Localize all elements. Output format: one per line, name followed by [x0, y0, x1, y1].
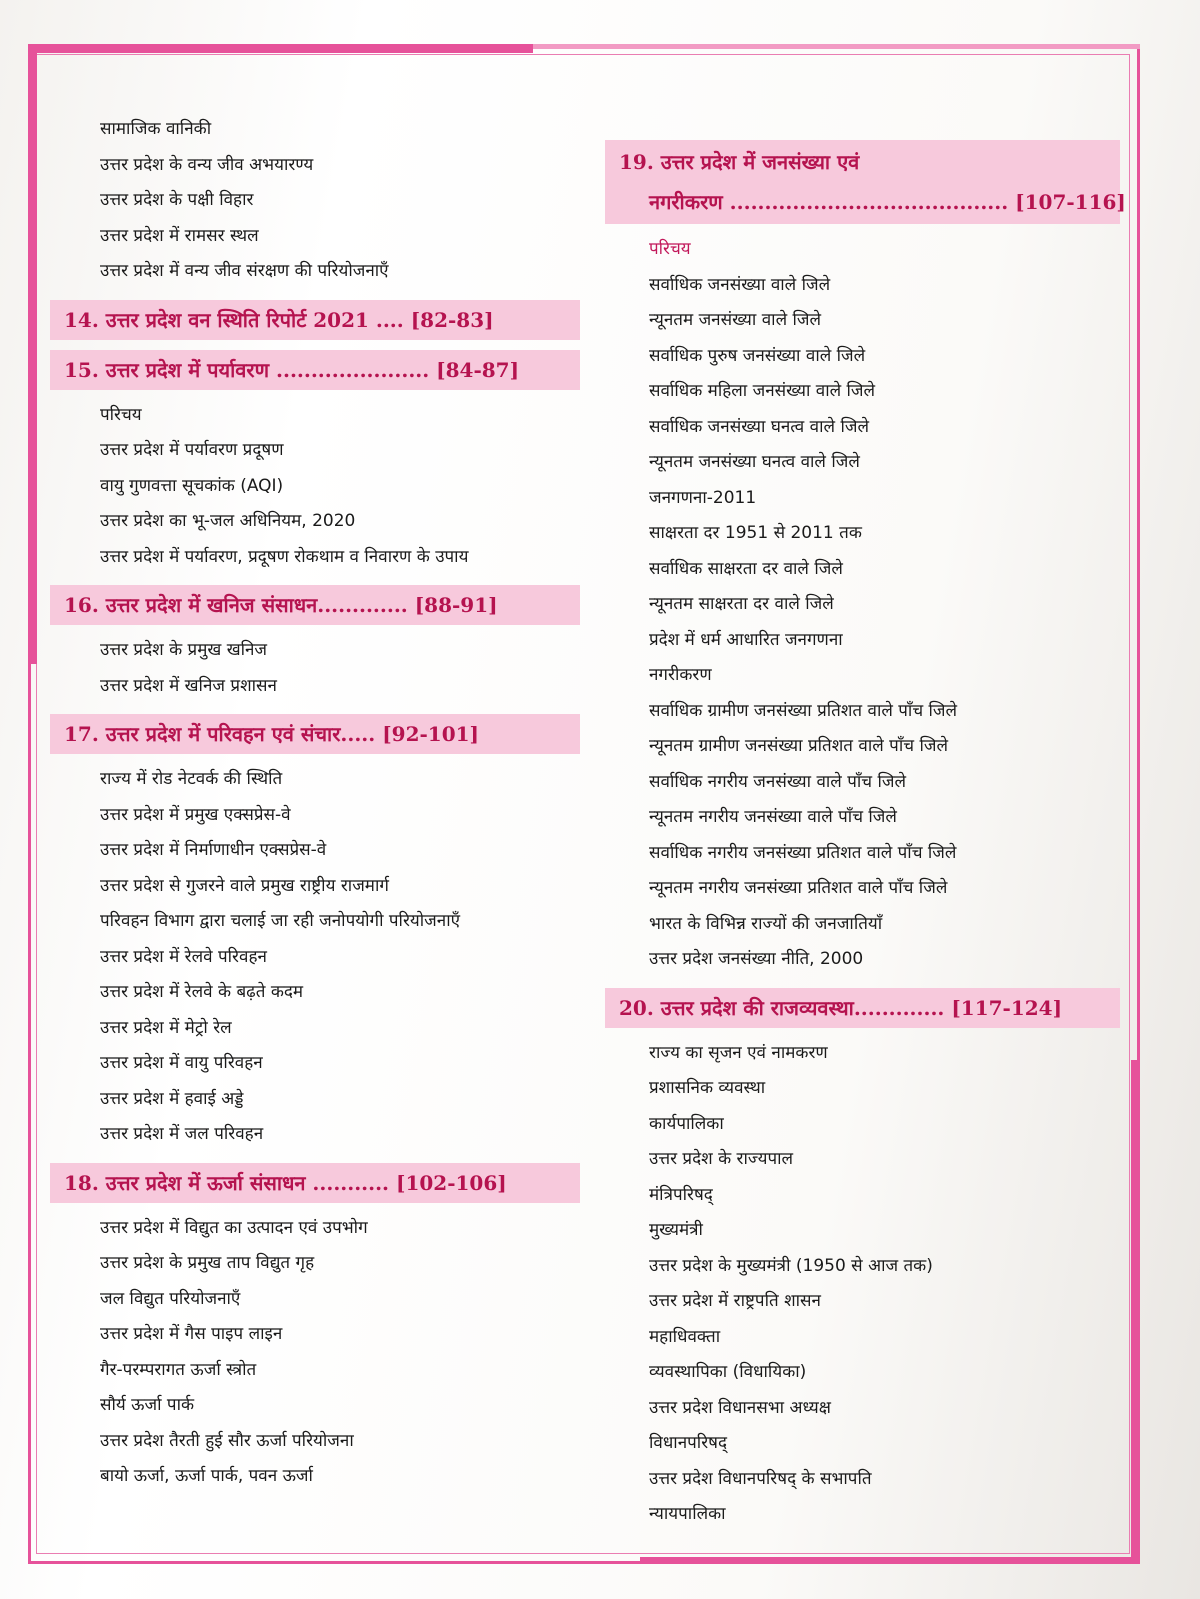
- decorative-band: [533, 44, 1140, 49]
- list-item: जल विद्युत परियोजनाएँ: [100, 1288, 241, 1309]
- list-item: बायो ऊर्जा, ऊर्जा पार्क, पवन ऊर्जा: [100, 1466, 313, 1486]
- list-item: जनगणना-2011: [649, 487, 757, 508]
- list-item: परिवहन विभाग द्वारा चलाई जा रही जनोपयोगी परियोजनाएँ: [100, 911, 461, 931]
- list-item: उत्तर प्रदेश में पर्यावरण, प्रदूषण रोकथाम व निवारण के उपाय: [100, 546, 469, 567]
- list-item: न्यायपालिका: [649, 1504, 726, 1524]
- chapter-18-list: [50, 1211, 580, 1495]
- list-item: उत्तर प्रदेश तैरती हुई सौर ऊर्जा परियोजना: [100, 1430, 354, 1451]
- list-item: उत्तर प्रदेश के प्रमुख खनिज: [100, 640, 268, 660]
- decorative-band: [28, 44, 533, 53]
- left-column: [50, 112, 580, 1495]
- list-item: उत्तर प्रदेश के राज्यपाल: [649, 1149, 794, 1169]
- list-item: सर्वाधिक नगरीय जनसंख्या वाले पाँच जिले: [649, 771, 907, 792]
- list-item: प्रदेश में धर्म आधारित जनगणना: [649, 629, 843, 650]
- list-item: उत्तर प्रदेश में पर्यावरण प्रदूषण: [100, 440, 284, 460]
- list-item: उत्तर प्रदेश के मुख्यमंत्री (1950 से आज तक): [649, 1255, 933, 1276]
- list-item: उत्तर प्रदेश विधानसभा अध्यक्ष: [649, 1397, 831, 1418]
- list-item: भारत के विभिन्न राज्यों की जनजातियाँ: [649, 913, 883, 934]
- list-item: उत्तर प्रदेश में जल परिवहन: [100, 1124, 264, 1144]
- right-column: [605, 130, 1126, 1533]
- list-item: गैर-परम्परागत ऊर्जा स्त्रोत: [100, 1359, 257, 1380]
- list-item: साक्षरता दर 1951 से 2011 तक: [649, 523, 862, 543]
- chapter-20-list: [605, 1036, 1120, 1533]
- chapter-19-heading: [605, 140, 1126, 224]
- list-item: उत्तर प्रदेश का भू-जल अधिनियम, 2020: [100, 511, 356, 531]
- list-item: उत्तर प्रदेश में गैस पाइप लाइन: [100, 1324, 283, 1344]
- chapter-16-heading: 16. उत्तर प्रदेश में खनिज संसाधन............. [88-91]: [50, 585, 580, 625]
- intro-list: [50, 112, 580, 290]
- list-item: सौर्य ऊर्जा पार्क: [100, 1395, 195, 1415]
- list-item: सामाजिक वानिकी: [100, 119, 212, 139]
- decorative-band: [1131, 1060, 1140, 1564]
- list-item: न्यूनतम जनसंख्या वाले जिले: [649, 310, 822, 330]
- list-item: न्यूनतम साक्षरता दर वाले जिले: [649, 594, 834, 614]
- list-item: उत्तर प्रदेश से गुजरने वाले प्रमुख राष्ट्रीय राजमार्ग: [100, 875, 389, 896]
- chapter-15-heading: 15. उत्तर प्रदेश में पर्यावरण ...................... [84-87]: [50, 350, 580, 390]
- chapter-15-list: [50, 398, 580, 576]
- list-item: न्यूनतम नगरीय जनसंख्या प्रतिशत वाले पाँच जिले: [649, 878, 948, 898]
- list-item: न्यूनतम जनसंख्या घनत्व वाले जिले: [649, 452, 860, 472]
- chapter-17-heading: 17. उत्तर प्रदेश में परिवहन एवं संचार..... [92-101]: [50, 714, 580, 754]
- list-item: मंत्रिपरिषद्: [649, 1184, 713, 1205]
- list-item: परिचय: [100, 404, 142, 425]
- list-item: कार्यपालिका: [649, 1113, 724, 1134]
- list-item: उत्तर प्रदेश के पक्षी विहार: [100, 190, 254, 210]
- list-item: प्रशासनिक व्यवस्था: [649, 1078, 766, 1098]
- chapter-17-list: [50, 762, 580, 1153]
- list-item: वायु गुणवत्ता सूचकांक (AQI): [100, 475, 284, 496]
- list-item: सर्वाधिक जनसंख्या वाले जिले: [649, 274, 831, 295]
- list-item: व्यवस्थापिका (विधायिका): [649, 1362, 807, 1382]
- list-item: सर्वाधिक पुरुष जनसंख्या वाले जिले: [649, 345, 866, 366]
- list-item: उत्तर प्रदेश के प्रमुख ताप विद्युत गृह: [100, 1253, 315, 1273]
- list-item: उत्तर प्रदेश में राष्ट्रपति शासन: [649, 1291, 821, 1311]
- list-item: न्यूनतम ग्रामीण जनसंख्या प्रतिशत वाले पाँच जिले: [649, 736, 948, 756]
- list-item: सर्वाधिक जनसंख्या घनत्व वाले जिले: [649, 416, 869, 437]
- list-item: उत्तर प्रदेश में मेट्रो रेल: [100, 1017, 232, 1038]
- chapter-19-title-line2: नगरीकरण ........................................ [107-116]: [649, 190, 1126, 214]
- list-item: उत्तर प्रदेश के वन्य जीव अभयारण्य: [100, 154, 314, 175]
- list-item: सर्वाधिक साक्षरता दर वाले जिले: [649, 558, 843, 579]
- chapter-16-list: [50, 633, 580, 704]
- chapter-19-subhead: परिचय: [649, 239, 691, 259]
- chapter-20-heading: 20. उत्तर प्रदेश की राजव्यवस्था............. [117-124]: [605, 988, 1120, 1028]
- list-item: उत्तर प्रदेश में रामसर स्थल: [100, 225, 259, 246]
- list-item: न्यूनतम नगरीय जनसंख्या वाले पाँच जिले: [649, 807, 897, 827]
- list-item: उत्तर प्रदेश में वन्य जीव संरक्षण की परियोजनाएँ: [100, 261, 389, 281]
- list-item: राज्य में रोड नेटवर्क की स्थिति: [100, 769, 283, 789]
- list-item: उत्तर प्रदेश में निर्माणाधीन एक्सप्रेस-वे: [100, 840, 327, 860]
- list-item: मुख्यमंत्री: [649, 1220, 703, 1240]
- list-item: उत्तर प्रदेश में हवाई अड्डे: [100, 1088, 244, 1109]
- list-item: उत्तर प्रदेश में खनिज प्रशासन: [100, 675, 277, 696]
- chapter-14-heading: 14. उत्तर प्रदेश वन स्थिति रिपोर्ट 2021 .... [82-83]: [50, 300, 580, 340]
- list-item: उत्तर प्रदेश विधानपरिषद् के सभापति: [649, 1468, 872, 1489]
- list-item: सर्वाधिक नगरीय जनसंख्या प्रतिशत वाले पाँच जिले: [649, 842, 957, 863]
- list-item: उत्तर प्रदेश जनसंख्या नीति, 2000: [649, 949, 864, 969]
- list-item: सर्वाधिक ग्रामीण जनसंख्या प्रतिशत वाले पाँच जिले: [649, 700, 958, 721]
- list-item: विधानपरिषद्: [649, 1433, 728, 1453]
- decorative-band: [640, 1557, 1140, 1564]
- list-item: उत्तर प्रदेश में विद्युत का उत्पादन एवं उपभोग: [100, 1217, 368, 1238]
- list-item: उत्तर प्रदेश में रेलवे के बढ़ते कदम: [100, 982, 304, 1002]
- list-item: सर्वाधिक महिला जनसंख्या वाले जिले: [649, 381, 876, 401]
- list-item: उत्तर प्रदेश में प्रमुख एक्सप्रेस-वे: [100, 804, 291, 825]
- chapter-18-heading: 18. उत्तर प्रदेश में ऊर्जा संसाधन ........... [102-106]: [50, 1163, 580, 1203]
- list-item: उत्तर प्रदेश में वायु परिवहन: [100, 1053, 263, 1073]
- list-item: नगरीकरण: [649, 665, 712, 685]
- list-item: उत्तर प्रदेश में रेलवे परिवहन: [100, 946, 267, 967]
- chapter-19-list: [605, 268, 1120, 978]
- list-item: राज्य का सृजन एवं नामकरण: [649, 1042, 828, 1063]
- chapter-19-title-line1: 19. उत्तर प्रदेश में जनसंख्या एवं: [619, 150, 860, 174]
- decorative-band: [28, 44, 37, 664]
- list-item: महाधिवक्ता: [649, 1326, 721, 1347]
